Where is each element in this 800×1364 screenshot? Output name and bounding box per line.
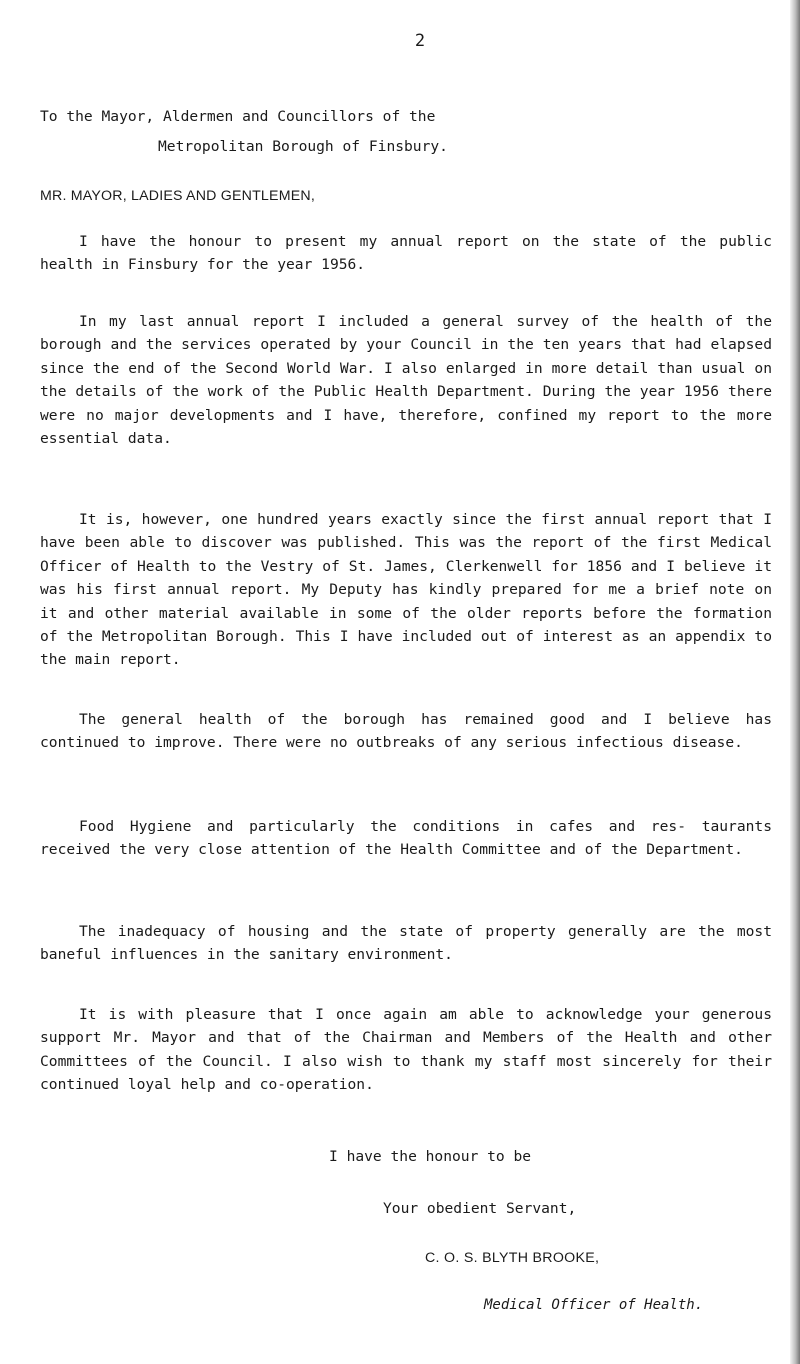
page-number: 2 bbox=[414, 31, 426, 51]
paragraph: Food Hygiene and particularly the conditions in cafes and res- taurants received the very close attention of the Health Committee and of the Department. bbox=[40, 818, 772, 859]
addressee-line-2: Metropolitan Borough of Finsbury. bbox=[158, 138, 448, 155]
signatory-name: C. O. S. BLYTH BROOKE, bbox=[425, 1250, 600, 1266]
paragraph: In my last annual report I included a general survey of the health of the borough and the services operated by your Council in the ten years that had elapsed since the end of the Second World War. I also enlarged in more detail than usual on the details of the work of the Public Health Department. During the year 1956 there were no major developments and I have, therefore, confined my report to the more essential data. bbox=[40, 313, 772, 448]
addressee-line-1: To the Mayor, Aldermen and Councillors of the bbox=[40, 108, 436, 125]
closing-line: I have the honour to be bbox=[329, 1148, 532, 1165]
valediction: Your obedient Servant, bbox=[383, 1200, 577, 1217]
signatory-title: Medical Officer of Health. bbox=[484, 1297, 704, 1313]
paragraph: It is, however, one hundred years exactly since the first annual report that I have been able to discover was published. This was the report of the first Medical Officer of Health to the Vestry of St. James, Clerkenwell for 1856 and I believe it was his first annual report. My Deputy has kindly prepared for me a brief note on it and other material available in some of the older reports before the formation of the Metropolitan Borough. This I have included out of interest as an appendix to the main report. bbox=[40, 511, 772, 669]
paragraph: The general health of the borough has remained good and I believe has continued to improve. There were no outbreaks of any serious infectious disease. bbox=[40, 711, 772, 752]
paragraph: It is with pleasure that I once again am able to acknowledge your generous support Mr. Mayor and that of the Chairman and Members of the Health and other Committees of the Council. I also wish to thank my staff most sincerely for their continued loyal help and co-operation. bbox=[40, 1006, 772, 1094]
paragraph: I have the honour to present my annual report on the state of the public health in Finsbury for the year 1956. bbox=[40, 233, 772, 274]
paragraph: The inadequacy of housing and the state of property generally are the most baneful influences in the sanitary environment. bbox=[40, 923, 772, 964]
scan-edge bbox=[790, 0, 800, 1364]
salutation: MR. MAYOR, LADIES AND GENTLEMEN, bbox=[40, 188, 315, 204]
